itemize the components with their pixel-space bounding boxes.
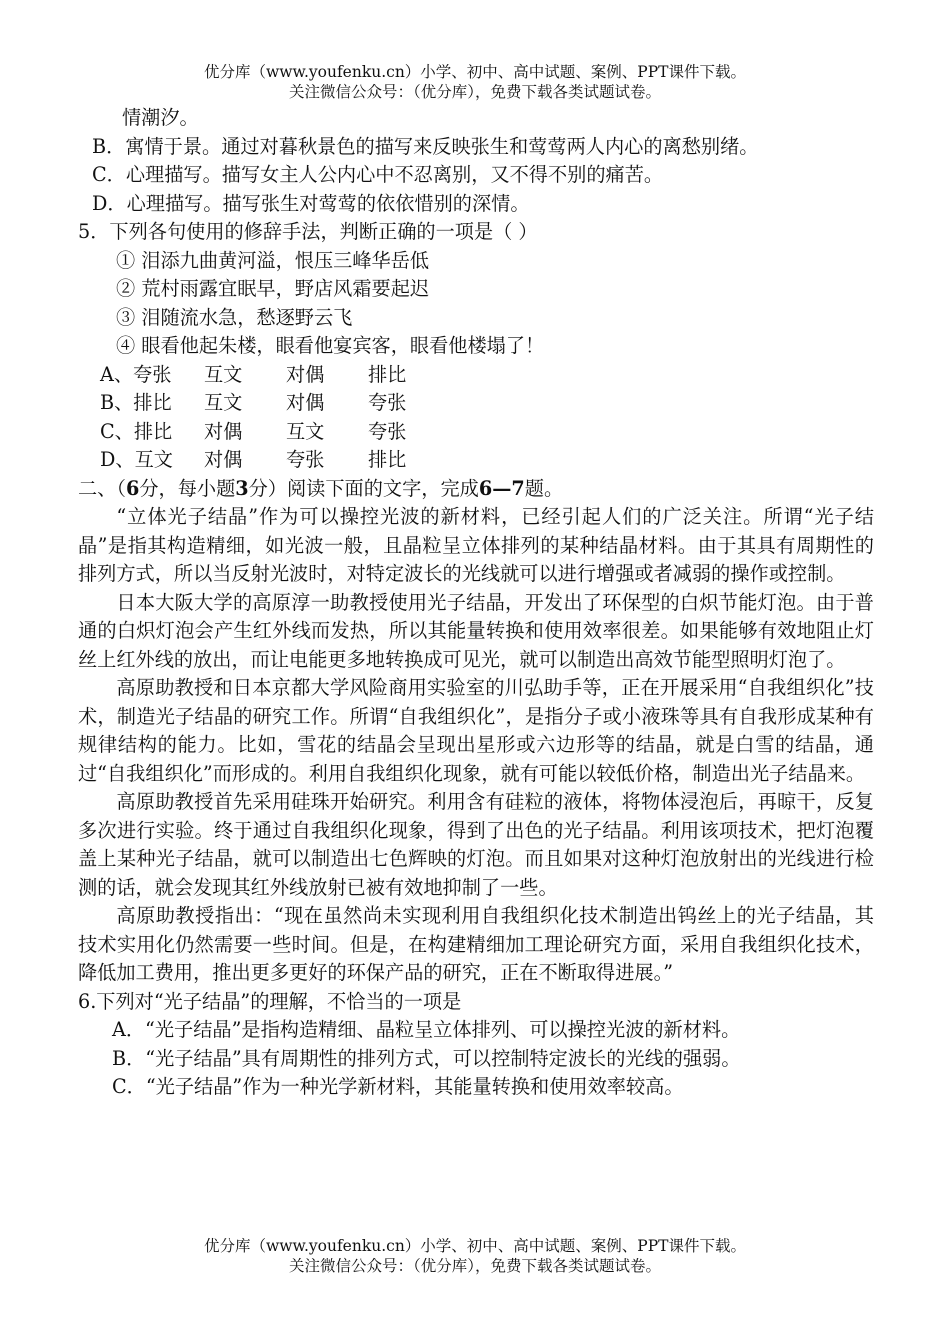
q5-option-a-col4: 排比 [368, 362, 407, 386]
header-line-1: 优分库（www.youfenku.cn）小学、初中、高中试题、案例、PPT课件下载。 [203, 63, 747, 81]
q4-option-d: D．心理描写。描写张生对莺莺的依依惜别的深情。 [92, 191, 530, 215]
q6-stem: 6.下列对“光子结晶”的理解，不恰当的一项是 [78, 989, 462, 1013]
passage-paragraph-2: 日本大阪大学的高原淳一助教授使用光子结晶，开发出了环保型的白炽节能灯泡。由于普通的白炽灯泡会产生红外线而发热，所以其能量转换和使用效率很差。如果能够有效地阻止灯丝上红外线的放出，而让电能更多地转换成可见光，就可以制造出高效节能型照明灯泡了。 [78, 590, 874, 671]
passage-paragraph-3: 高原助教授和日本京都大学风险商用实验室的川弘助手等，正在开展采用“自我组织化”技术，制造光子结晶的研究工作。所谓“自我组织化”，是指分子或小液珠等具有自我形成某种有规律结构的能力。比如，雪花的结晶会呈现出星形或六边形等的结晶，就是白雪的结晶，通过“自我组织化”而形成的。利用自我组织化现象，就有可能以较低价格，制造出光子结晶来。 [78, 676, 874, 785]
section-2-range: 6—7 [478, 476, 525, 500]
section-2-prefix: 二、（ [78, 476, 126, 500]
q5-option-d-col4: 排比 [368, 448, 407, 471]
passage-paragraph-4: 高原助教授首先采用硅珠开始研究。利用含有硅粒的液体，将物体浸泡后，再晾干，反复多次进行实验。终于通过自我组织化现象，得到了出色的光子结晶。利用该项技术，把灯泡覆盖上某种光子结晶，就可以制造出七色辉映的灯泡。而且如果对这种灯泡放射出的光线进行检测的话，就会发现其红外线放射已被有效地抑制了一些。 [78, 790, 874, 899]
q5-option-c-col2: 对偶 [204, 419, 243, 443]
q6-option-a: A．“光子结晶”是指构造精细、晶粒呈立体排列、可以操控光波的新材料。 [112, 1018, 741, 1041]
header-line-2: 关注微信公众号：（优分库），免费下载各类试题试卷。 [288, 83, 661, 101]
q5-option-d-col1: D、互文 [100, 448, 173, 471]
q5-item-4: ④ 眼看他起朱楼，眼看他宴宾客，眼看他楼塌了！ [116, 334, 545, 357]
section-2-per-question: 3 [235, 476, 249, 500]
footer-line-1: 优分库（www.youfenku.cn）小学、初中、高中试题、案例、PPT课件下载。 [203, 1237, 747, 1255]
q5-item-2: ② 荒村雨露宜眠早，野店风霜要起迟 [116, 277, 430, 300]
q5-option-d-col2: 对偶 [204, 448, 243, 471]
section-2-heading [78, 475, 874, 504]
q5-option-c [78, 418, 874, 447]
q5-stem: 5．下列各句使用的修辞手法，判断正确的一项是（ ） [78, 220, 538, 243]
page-header [0, 62, 950, 102]
q5-option-c-col1: C、排比 [100, 419, 173, 443]
q5-option-a-col1: A、夸张 [100, 362, 172, 386]
q5-option-b-col2: 互文 [204, 391, 243, 414]
q5-option-d [78, 446, 874, 475]
footer-line-2: 关注微信公众号：（优分库），免费下载各类试题试卷。 [288, 1257, 661, 1275]
q5-option-a-col2: 互文 [204, 362, 243, 386]
q5-item-1: ① 泪添九曲黄河溢，恨压三峰华岳低 [116, 248, 430, 272]
q5-item-3: ③ 泪随流水急，愁逐野云飞 [116, 305, 353, 329]
passage [78, 503, 874, 988]
passage-paragraph-5: 高原助教授指出：“现在虽然尚未实现利用自我组织化技术制造出钨丝上的光子结晶，其技术实用化仍然需要一些时间。但是，在构建精细加工理论研究方面，采用自我组织化技术，降低加工费用，推出更多更好的环保产品的研究，正在不断取得进展。” [78, 904, 874, 984]
passage-paragraph-1: “立体光子结晶”作为可以操控光波的新材料，已经引起人们的广泛关注。所谓“光子结晶”是指其构造精细，如光波一般，且晶粒呈立体排列的某种结晶材料。由于其具有周期性的排列方式，所以当反射光波时，对特定波长的光线就可以进行增强或者减弱的操作或控制。 [78, 505, 874, 585]
q5-option-c-col3: 互文 [286, 419, 325, 443]
q5-option-b-col3: 对偶 [286, 391, 325, 414]
q4-option-b: B．寓情于景。通过对暮秋景色的描写来反映张生和莺莺两人内心的离愁别绪。 [92, 134, 759, 158]
q5-option-d-col3: 夸张 [286, 448, 325, 471]
document-body [78, 104, 874, 1102]
q4-option-c: C．心理描写。描写女主人公内心中不忍离别，又不得不别的痛苦。 [92, 163, 664, 186]
q6-option-b: B．“光子结晶”具有周期性的排列方式，可以控制特定波长的光线的强弱。 [112, 1046, 741, 1070]
q5-option-c-col4: 夸张 [368, 419, 407, 443]
q6-option-c: C．“光子结晶”作为一种光学新材料，其能量转换和使用效率较高。 [112, 1075, 684, 1098]
section-2-mid1: 分，每小题 [139, 476, 236, 500]
q5-option-a [78, 361, 874, 390]
q5-option-b-col1: B、排比 [100, 391, 172, 414]
q4-continuation: 情潮汐。 [122, 106, 199, 129]
section-2-score: 6 [125, 476, 140, 500]
q5-option-a-col3: 对偶 [286, 362, 325, 386]
q5-option-b-col4: 夸张 [368, 391, 407, 414]
q5-option-b [78, 389, 874, 418]
section-2-suffix: 题。 [524, 476, 564, 500]
page-footer [0, 1236, 950, 1276]
section-2-mid2: 分）阅读下面的文字，完成 [248, 476, 479, 500]
